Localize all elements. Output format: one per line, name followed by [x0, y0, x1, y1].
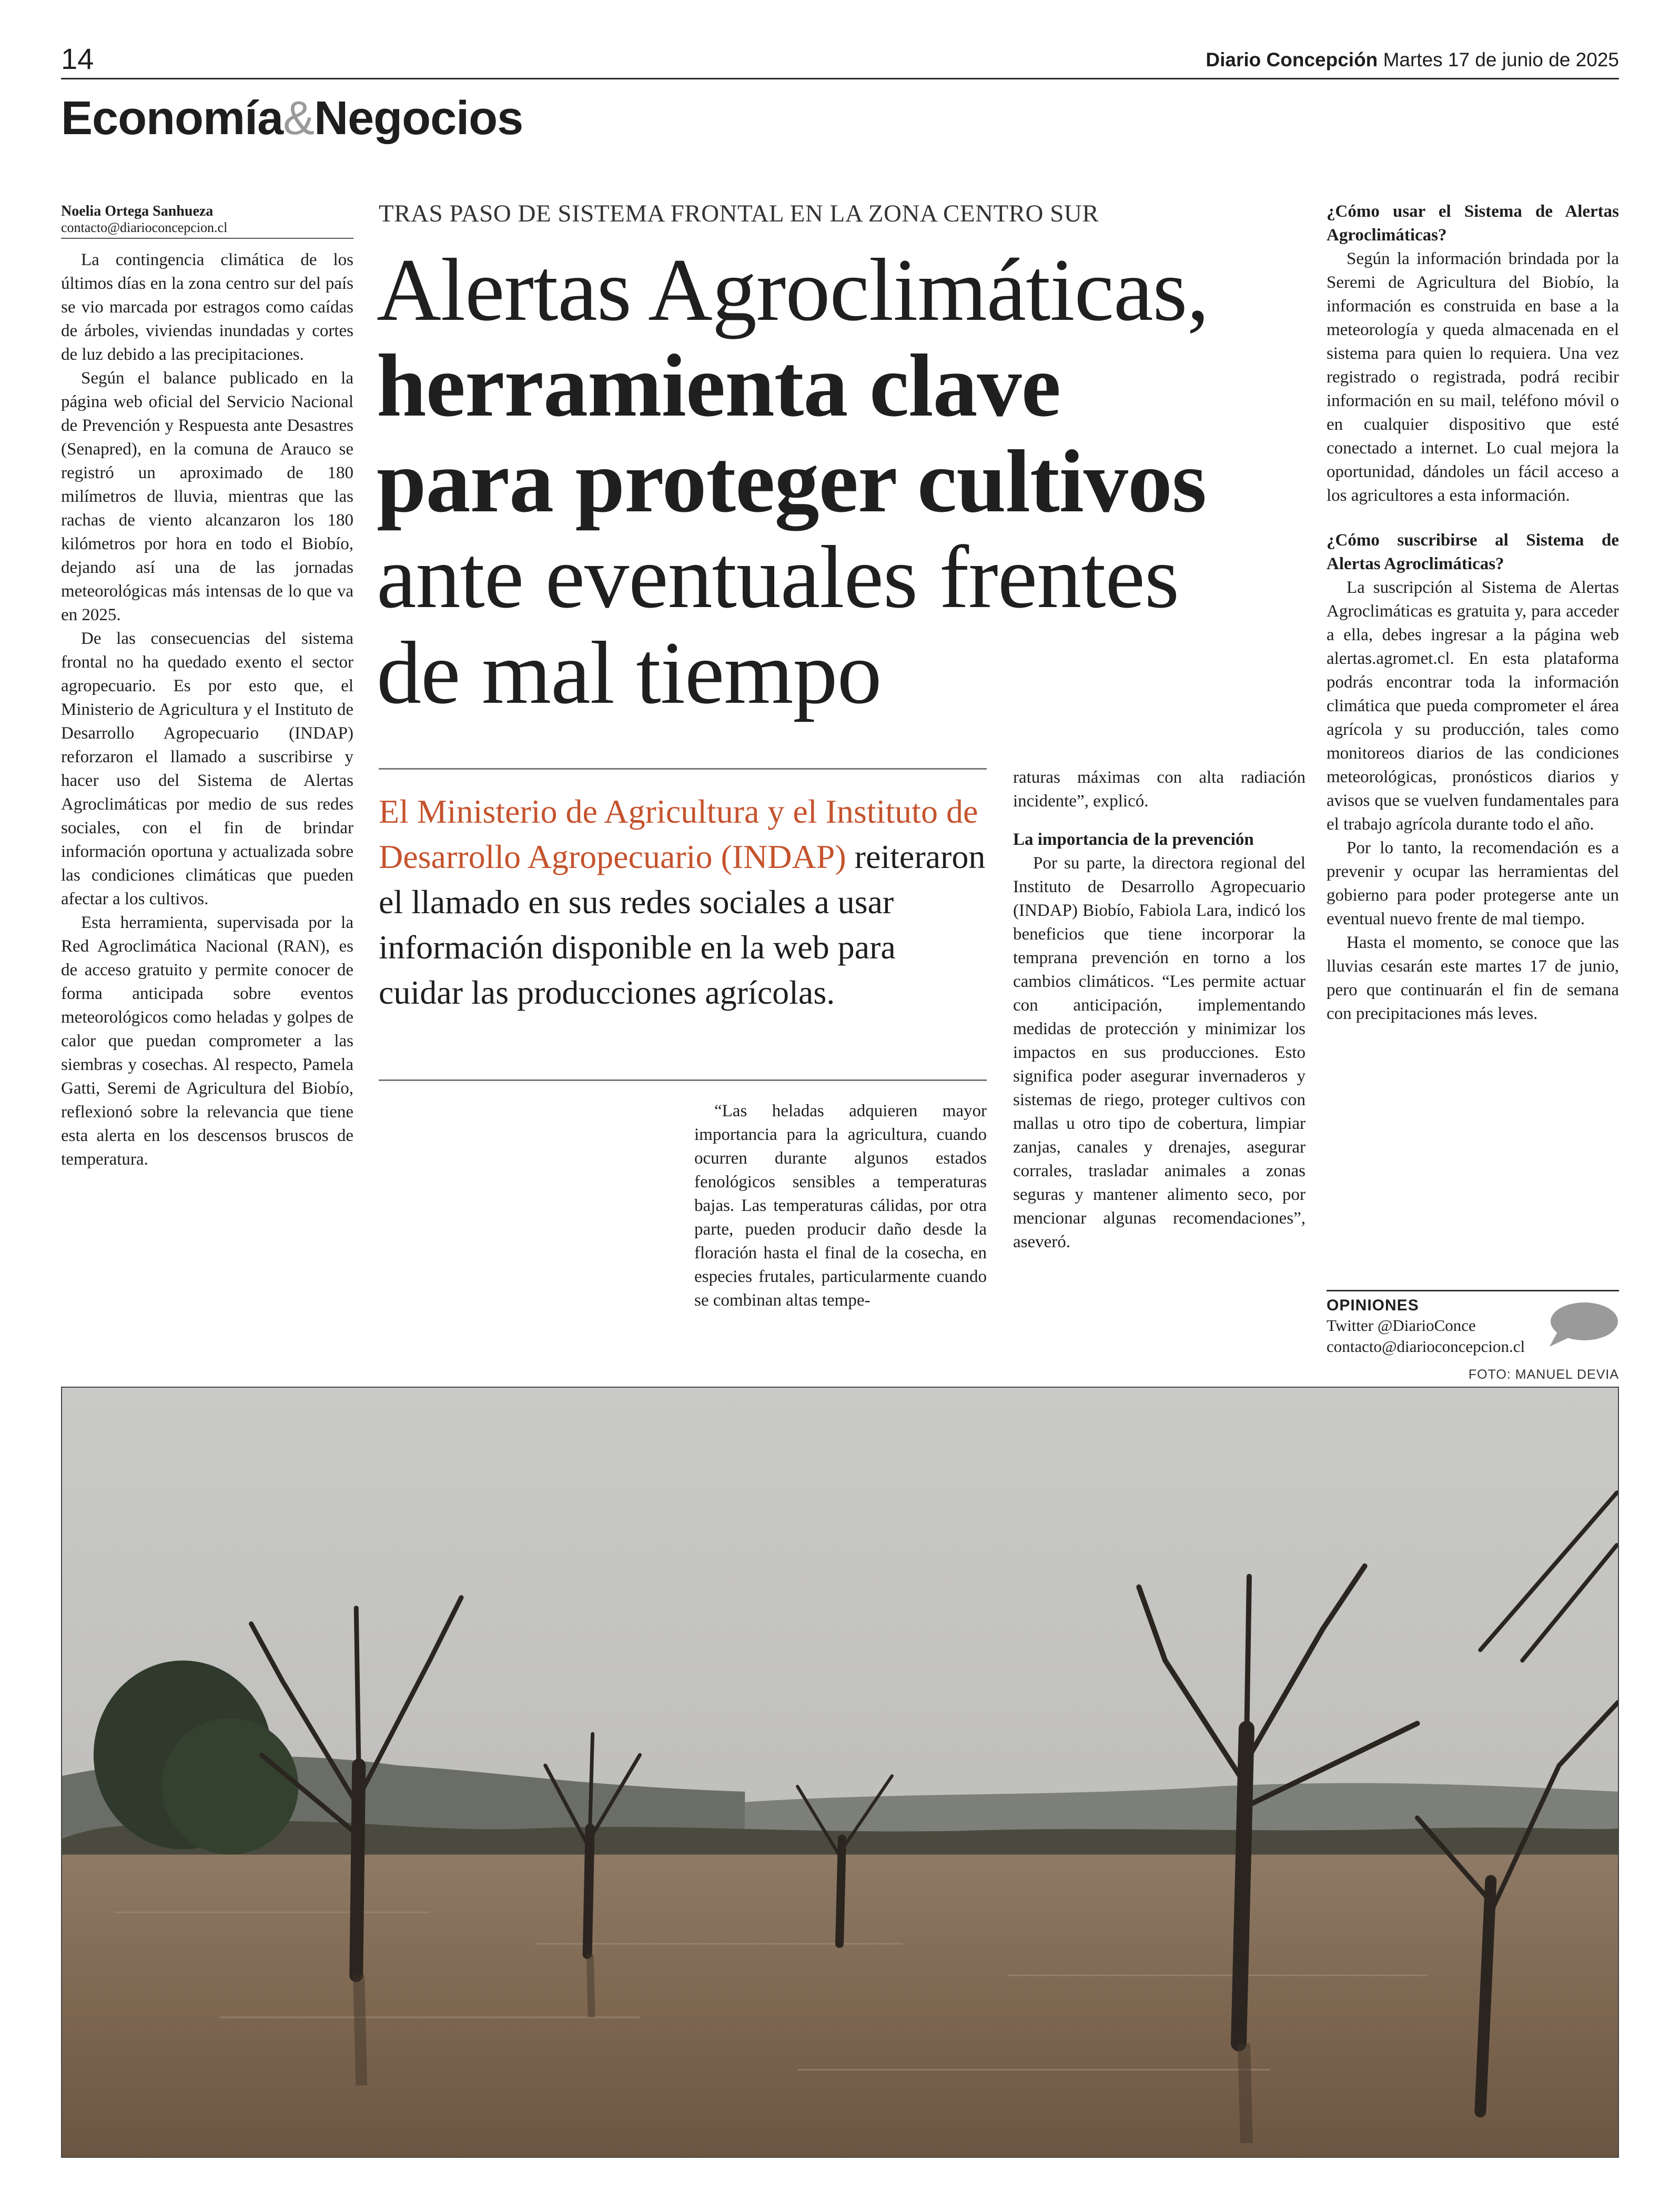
article-column-1: [61, 248, 353, 1171]
headline: [377, 242, 1313, 721]
speech-bubble-icon: [1546, 1300, 1619, 1349]
lead-paragraph: [379, 789, 987, 1015]
article-column-4: [1327, 200, 1619, 1026]
lead-rest: reiteraron el llamado en sus redes sociales a usar información disponible en la web para cuidar las producciones agrícolas.: [379, 838, 986, 1011]
quote-paragraph: “Las heladas adquieren mayor importancia para la agricultura, cuando ocurren durante algunos estados fenológicos sensibles a temperaturas bajas. Las temperaturas cálidas, por otra parte, pueden producir daño desde la floración hasta el final de la cosecha, en especies frutales, particularmente cuando se combinan altas tempe-: [694, 1102, 987, 1310]
headline-line: para proteger cultivos: [377, 432, 1207, 531]
paragraph: Por su parte, la directora regional del Instituto de Desarrollo Agropecuario (INDAP) Biobío, Fabiola Lara, indicó los beneficios que tiene incorporar la temprana prevención en torno a los cambios climáticos. “Les permite actuar con anticipación, implementando medidas de protección y minimizar los impactos en sus producciones. Esto significa poder asegurar invernaderos y sistemas de riego, proteger cultivos con mallas u otro tipo de cobertura, limpiar zanjas, canales y drenajes, asegurar corrales, trasladar animales a zonas seguras y mantener alimento seco, por mencionar algunas recomendaciones”, aseveró.: [1013, 854, 1305, 1251]
opiniones-twitter: Twitter @DiarioConce: [1327, 1316, 1476, 1335]
paragraph: Hasta el momento, se conoce que las lluvias cesarán este martes 17 de junio, pero que continuarán el fin de semana con precipitaciones más leves.: [1327, 933, 1619, 1023]
section-title-ampersand: &: [283, 92, 315, 145]
headline-line: de mal tiempo: [377, 623, 882, 722]
issue-date: Martes 17 de junio de 2025: [1383, 49, 1619, 70]
paragraph: Esta herramienta, supervisada por la Red Agroclimática Nacional (RAN), es de acceso gratuito y permite conocer de forma anticipada sobre eventos meteorológicos como heladas y golpes de calor que puedan comprometer a las siembras y cosechas. Al respecto, Pamela Gatti, Seremi de Agricultura del Biobío, reflexionó sobre la relevancia que tiene esta alerta en los descensos bruscos de temperatura.: [61, 913, 353, 1169]
headline-line: ante eventuales frentes: [377, 528, 1179, 627]
paragraph: La suscripción al Sistema de Alertas Agroclimáticas es gratuita y, para acceder a ella, debes ingresar a la página web alertas.agromet.cl. En esta plataforma podrás encontrar toda la información climática que pueda comprometer el área agrícola y su producción, tales como monitoreos diarios de las condiciones meteorológicas, pronósticos diarios y avisos que se vuelven fundamentales para el trabajo agrícola durante todo el año.: [1327, 578, 1619, 834]
subheading-how-to-use: ¿Cómo usar el Sistema de Alertas Agroclimáticas?: [1327, 202, 1619, 245]
article-column-2: [694, 1099, 987, 1312]
headline-line: Alertas Agroclimáticas,: [377, 240, 1209, 339]
opiniones-email: contacto@diarioconcepcion.cl: [1327, 1337, 1525, 1356]
byline-rule: [61, 238, 353, 239]
header-rule: [61, 78, 1619, 79]
paragraph: La contingencia climática de los últimos días en la zona centro sur del país se vio marcada por estragos como caídas de árboles, viviendas inundadas y cortes de luz debido a las precipitaciones.: [61, 250, 353, 364]
byline-email: contacto@diarioconcepcion.cl: [61, 220, 228, 235]
paragraph: Según el balance publicado en la página web oficial del Servicio Nacional de Prevención y Respuesta ante Desastres (Senapred), en la comuna de Arauco se registró un aproximado de 180 milímetros de lluvia, mientras que las rachas de viento alcanzaron los 180 kilómetros por hora en todo el Biobío, dejando así una de las jornadas meteorológicas más intensas de lo que va en 2025.: [61, 369, 353, 624]
page-number: 14: [61, 42, 94, 75]
subheading-how-to-subscribe: ¿Cómo suscribirse al Sistema de Alertas Agroclimáticas?: [1327, 531, 1619, 573]
section-title-part1: Economía: [61, 92, 284, 145]
paragraph: Por lo tanto, la recomendación es a prevenir y ocupar las herramientas del gobierno para poder protegerse ante un eventual nuevo frente de mal tiempo.: [1327, 839, 1619, 928]
lead-highlight: El Ministerio de Agricultura y el Instituto de Desarrollo Agropecuario (INDAP): [379, 793, 978, 875]
paper-name: Diario Concepción: [1206, 49, 1378, 70]
byline-name: Noelia Ortega Sanhueza: [61, 203, 214, 219]
paragraph: raturas máximas con alta radiación incidente”, explicó.: [1013, 768, 1305, 811]
masthead-info: [1206, 48, 1619, 72]
section-title: [61, 89, 523, 147]
kicker: TRAS PASO DE SISTEMA FRONTAL EN LA ZONA CENTRO SUR: [379, 200, 1099, 227]
subheading-prevention: La importancia de la prevención: [1013, 830, 1254, 849]
photo-credit: FOTO: MANUEL DEVIA: [1468, 1367, 1619, 1382]
flooded-orchard-photo: [61, 1387, 1619, 2158]
opiniones-rule: [1327, 1290, 1619, 1291]
paragraph: Según la información brindada por la Seremi de Agricultura del Biobío, la información es construida en base a la meteorología y queda almacenada en el sistema para quien lo requiera. Una vez registrado o registrada, podrá recibir información en su mail, teléfono móvil o en cualquier dispositivo que esté conectado a internet. Lo cual mejora la oportunidad, dándoles un fácil acceso a los agricultores a esta información.: [1327, 249, 1619, 505]
article-column-3: [1013, 766, 1305, 1254]
paragraph: De las consecuencias del sistema frontal no ha quedado exento el sector agropecuario. Es por esto que, el Ministerio de Agricultura y el Instituto de Desarrollo Agropecuario (INDAP) reforzaron el llamado a suscribirse y hacer uso del Sistema de Alertas Agroclimáticas por medio de sus redes sociales, con el fin de brindar información oportuna y actualizada sobre las condiciones climáticas que pueden afectar a los cultivos.: [61, 629, 353, 908]
lead-rule-bottom: [379, 1079, 987, 1081]
headline-line: herramienta clave: [377, 336, 1061, 435]
opiniones-title: OPINIONES: [1327, 1297, 1419, 1314]
lead-rule-top: [379, 768, 987, 770]
section-title-part2: Negocios: [314, 92, 523, 145]
